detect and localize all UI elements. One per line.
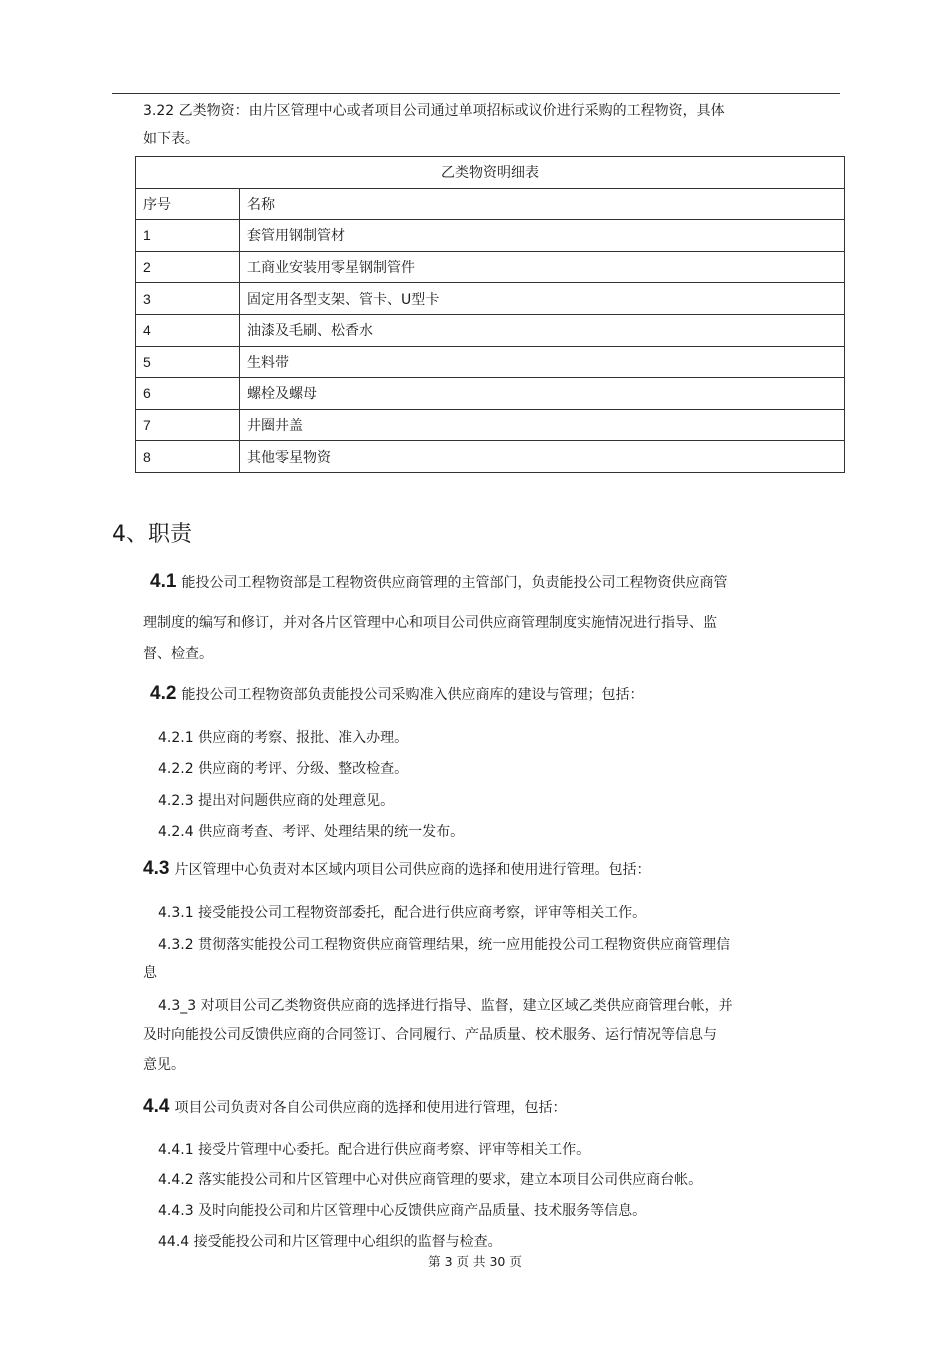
section-title: 4、职责 <box>112 522 192 547</box>
para-4-4-first-line <box>143 1096 567 1118</box>
row-index: 4 <box>136 314 240 346</box>
list-item-continuation: 息 <box>143 965 157 981</box>
para-4-4-text: 项目公司负责对各自公司供应商的选择和使用进行管理，包括： <box>174 1100 567 1116</box>
row-name: 套管用钢制管材 <box>240 220 845 252</box>
table-row <box>136 251 845 283</box>
header-rule <box>112 93 840 94</box>
header-name: 名称 <box>240 188 845 220</box>
row-index: 5 <box>136 346 240 378</box>
row-index: 7 <box>136 409 240 441</box>
para-4-3-first-line <box>143 858 651 880</box>
list-item-continuation: 及时向能投公司反馈供应商的合同签订、合同履行、产品质量、校术服务、运行情况等信息与 <box>143 1027 717 1043</box>
table-row <box>136 283 845 315</box>
list-item: 4.3_3 对项目公司乙类物资供应商的选择进行指导、监督，建立区域乙类供应商管理台帐，并 <box>158 998 733 1014</box>
table-caption: 乙类物资明细表 <box>136 157 845 189</box>
para-4-1-first-line <box>150 571 728 593</box>
para-4-1-number: 4.1 <box>150 571 177 592</box>
para-4-3-number: 4.3 <box>143 858 170 879</box>
row-index: 8 <box>136 441 240 473</box>
row-name: 生料带 <box>240 346 845 378</box>
row-name: 螺栓及螺母 <box>240 378 845 410</box>
header-index: 序号 <box>136 188 240 220</box>
row-name: 油漆及毛刷、松香水 <box>240 314 845 346</box>
table-row <box>136 409 845 441</box>
row-name: 固定用各型支架、管卡、U型卡 <box>240 283 845 315</box>
row-name: 其他零星物资 <box>240 441 845 473</box>
table-row <box>136 314 845 346</box>
para-4-1-text: 能投公司工程物资部是工程物资供应商管理的主管部门，负责能投公司工程物资供应商管 <box>181 575 728 591</box>
table-header-row <box>136 188 845 220</box>
table-row <box>136 378 845 410</box>
para-4-1-line-3: 督、检查。 <box>143 646 213 662</box>
row-name: 井圈井盖 <box>240 409 845 441</box>
list-item: 4.2.3 提出对问题供应商的处理意见。 <box>158 793 395 809</box>
row-name: 工商业安装用零星钢制管件 <box>240 251 845 283</box>
para-4-1-line-2: 理制度的编写和修订，并对各片区管理中心和项目公司供应商管理制度实施情况进行指导、监 <box>143 615 717 631</box>
row-index: 3 <box>136 283 240 315</box>
table-row <box>136 346 845 378</box>
row-index: 2 <box>136 251 240 283</box>
list-item-continuation: 意见。 <box>143 1057 185 1073</box>
row-index: 1 <box>136 220 240 252</box>
materials-table <box>135 156 845 473</box>
intro-line-2: 如下表。 <box>143 131 199 147</box>
table-row <box>136 441 845 473</box>
row-index: 6 <box>136 378 240 410</box>
para-4-2-first-line <box>150 683 644 705</box>
list-item: 4.2.4 供应商考查、考评、处理结果的统一发布。 <box>158 824 465 840</box>
intro-line-1: 3.22 乙类物资：由片区管理中心或者项目公司通过单项招标或议价进行采购的工程物资，具体 <box>143 103 725 119</box>
para-4-3-text: 片区管理中心负责对本区域内项目公司供应商的选择和使用进行管理。包括： <box>174 862 651 878</box>
table-row <box>136 220 845 252</box>
list-item: 4.3.1 接受能投公司工程物资部委托，配合进行供应商考察，评审等相关工作。 <box>158 905 647 921</box>
para-4-2-text: 能投公司工程物资部负责能投公司采购准入供应商库的建设与管理；包括： <box>181 687 644 703</box>
list-item: 4.4.3 及时向能投公司和片区管理中心反馈供应商产品质量、技术服务等信息。 <box>158 1203 647 1219</box>
list-item: 4.3.2 贯彻落实能投公司工程物资供应商管理结果，统一应用能投公司工程物资供应商管理信 <box>158 937 731 953</box>
page-footer: 第 3 页 共 30 页 <box>428 1254 522 1269</box>
para-4-4-number: 4.4 <box>143 1096 170 1117</box>
list-item: 4.2.2 供应商的考评、分级、整改检查。 <box>158 761 409 777</box>
para-4-2-number: 4.2 <box>150 683 177 704</box>
list-item: 4.4.1 接受片管理中心委托。配合进行供应商考察、评审等相关工作。 <box>158 1142 591 1158</box>
list-item: 44.4 接受能投公司和片区管理中心组织的监督与检查。 <box>158 1234 502 1250</box>
table-caption-row <box>136 157 845 189</box>
list-item: 4.2.1 供应商的考察、报批、准入办理。 <box>158 730 409 746</box>
list-item: 4.4.2 落实能投公司和片区管理中心对供应商管理的要求，建立本项目公司供应商台帐。 <box>158 1172 703 1188</box>
